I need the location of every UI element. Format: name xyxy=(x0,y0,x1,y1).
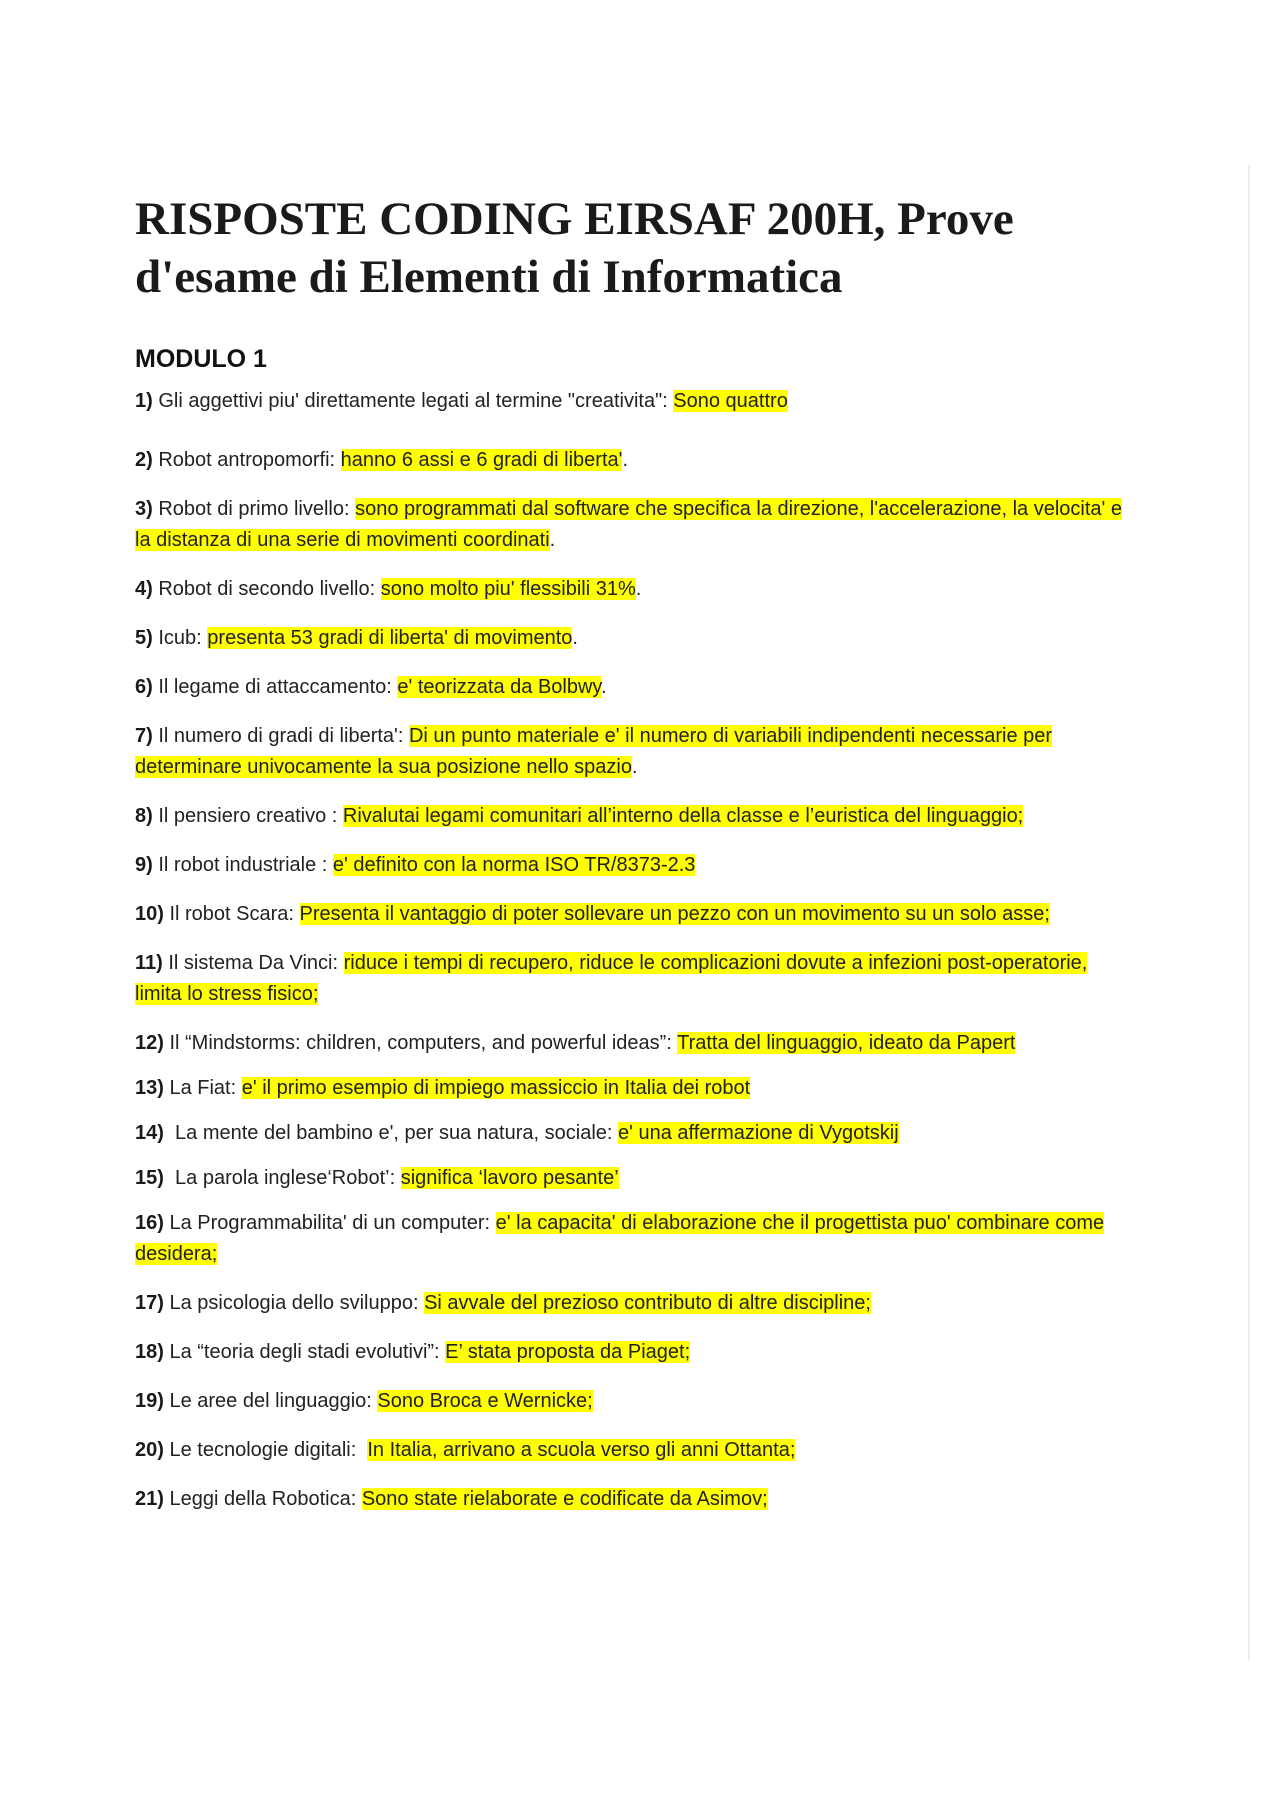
question-number: 13) xyxy=(135,1077,164,1099)
highlighted-answer: Presenta il vantaggio di poter sollevare un pezzo con un movimento su un solo asse; xyxy=(299,903,1050,925)
question-number: 17) xyxy=(135,1292,164,1314)
question-text: La psicologia dello sviluppo: xyxy=(163,1292,425,1314)
answer-tail: . xyxy=(600,676,607,698)
module-heading: MODULO 1 xyxy=(135,345,267,373)
qa-item xyxy=(135,1073,1135,1104)
question-number: 2) xyxy=(135,449,153,471)
document-title: RISPOSTE CODING EIRSAF 200H, Prove d'esame di Elementi di Informatica xyxy=(135,193,1014,303)
answer-tail: . xyxy=(622,449,629,471)
question-answer-list xyxy=(135,386,1145,1515)
highlighted-answer: presenta 53 gradi di liberta' di movimento xyxy=(207,627,573,649)
question-text: La Fiat: xyxy=(163,1077,242,1099)
question-number: 4) xyxy=(135,578,153,600)
question-text: Il sistema Da Vinci: xyxy=(162,952,344,974)
question-number: 8) xyxy=(135,805,153,827)
question-number: 10) xyxy=(135,903,164,925)
question-number: 9) xyxy=(135,854,153,876)
question-text: La “teoria degli stadi evolutivi”: xyxy=(163,1341,446,1363)
question-number: 12) xyxy=(135,1032,164,1054)
highlighted-answer: Tratta del linguaggio, ideato da Papert xyxy=(677,1032,1016,1054)
qa-item xyxy=(135,1386,1135,1417)
highlighted-answer: e' una affermazione di Vygotskij xyxy=(618,1122,899,1144)
question-number: 3) xyxy=(135,498,153,520)
question-text: Il pensiero creativo : xyxy=(152,805,343,827)
question-text: Il legame di attaccamento: xyxy=(152,676,398,698)
question-text: Il “Mindstorms: children, computers, and powerful ideas”: xyxy=(163,1032,678,1054)
highlighted-answer: Di un punto materiale e' il numero di variabili indipendenti necessarie per determinare univocamente la sua posizione nello spazio xyxy=(135,725,1053,778)
answer-tail: . xyxy=(631,756,638,778)
question-text: Robot antropomorfi: xyxy=(152,449,341,471)
qa-item xyxy=(135,1208,1135,1270)
question-text: Robot di primo livello: xyxy=(152,498,356,520)
question-number: 20) xyxy=(135,1439,164,1461)
question-number: 21) xyxy=(135,1488,164,1510)
document-page xyxy=(135,190,1145,1533)
question-text: Robot di secondo livello: xyxy=(152,578,381,600)
qa-item xyxy=(135,948,1135,1010)
qa-item xyxy=(135,1163,1135,1194)
qa-item xyxy=(135,721,1135,783)
highlighted-answer: Sono quattro xyxy=(673,390,788,412)
question-text: La parola inglese‘Robot’: xyxy=(163,1167,401,1189)
question-number: 11) xyxy=(135,952,163,974)
question-text: Icub: xyxy=(152,627,208,649)
question-text: La Programmabilita' di un computer: xyxy=(163,1212,496,1234)
qa-item xyxy=(135,1337,1135,1368)
qa-item xyxy=(135,672,1135,703)
highlighted-answer: e' teorizzata da Bolbwy xyxy=(397,676,601,698)
answer-tail: . xyxy=(549,529,556,551)
question-text: La mente del bambino e', per sua natura, sociale: xyxy=(163,1122,618,1144)
qa-item xyxy=(135,445,1135,476)
question-number: 6) xyxy=(135,676,153,698)
highlighted-answer: Rivalutai legami comunitari all’interno della classe e l’euristica del linguaggio; xyxy=(342,805,1024,827)
qa-item xyxy=(135,1028,1135,1059)
question-number: 19) xyxy=(135,1390,164,1412)
highlighted-answer: Sono state rielaborate e codificate da Asimov; xyxy=(361,1488,768,1510)
highlighted-answer: e' definito con la norma ISO TR/8373-2.3 xyxy=(332,854,696,876)
question-number: 14) xyxy=(135,1122,164,1144)
question-text: Le tecnologie digitali: xyxy=(163,1439,368,1461)
highlighted-answer: In Italia, arrivano a scuola verso gli anni Ottanta; xyxy=(367,1439,796,1461)
qa-item xyxy=(135,386,1135,417)
highlighted-answer: significa ‘lavoro pesante’ xyxy=(400,1167,619,1189)
question-number: 16) xyxy=(135,1212,164,1234)
page-edge-line xyxy=(1248,165,1250,1660)
qa-item xyxy=(135,899,1135,930)
highlighted-answer: e' il primo esempio di impiego massiccio in Italia dei robot xyxy=(241,1077,751,1099)
answer-tail: . xyxy=(635,578,642,600)
qa-item xyxy=(135,494,1135,556)
question-number: 15) xyxy=(135,1167,164,1189)
highlighted-answer: E’ stata proposta da Piaget; xyxy=(445,1341,691,1363)
highlighted-answer: riduce i tempi di recupero, riduce le complicazioni dovute a infezioni post-operatorie, limita lo stress fisico; xyxy=(135,952,1088,1005)
qa-item xyxy=(135,801,1135,832)
qa-item xyxy=(135,850,1135,881)
question-text: Leggi della Robotica: xyxy=(163,1488,362,1510)
question-number: 1) xyxy=(135,390,153,412)
question-text: Il robot Scara: xyxy=(163,903,300,925)
highlighted-answer: Si avvale del prezioso contributo di altre discipline; xyxy=(424,1292,871,1314)
qa-item xyxy=(135,1118,1135,1149)
qa-item xyxy=(135,574,1135,605)
question-text: Le aree del linguaggio: xyxy=(163,1390,378,1412)
highlighted-answer: sono programmati dal software che specifica la direzione, l'accelerazione, la velocita' e la distanza di una serie di movimenti coordinati xyxy=(135,498,1123,551)
question-number: 18) xyxy=(135,1341,164,1363)
qa-item xyxy=(135,1484,1135,1515)
highlighted-answer: hanno 6 assi e 6 gradi di liberta' xyxy=(340,449,623,471)
question-number: 5) xyxy=(135,627,153,649)
question-text: Il numero di gradi di liberta': xyxy=(152,725,409,747)
highlighted-answer: Sono Broca e Wernicke; xyxy=(377,1390,593,1412)
question-text: Il robot industriale : xyxy=(152,854,333,876)
qa-item xyxy=(135,1435,1135,1466)
qa-item xyxy=(135,1288,1135,1319)
question-number: 7) xyxy=(135,725,153,747)
highlighted-answer: e' la capacita' di elaborazione che il progettista puo' combinare come desidera; xyxy=(135,1212,1105,1265)
question-text: Gli aggettivi piu' direttamente legati al termine "creativita": xyxy=(152,390,674,412)
highlighted-answer: sono molto piu' flessibili 31% xyxy=(380,578,636,600)
qa-item xyxy=(135,623,1135,654)
answer-tail: . xyxy=(572,627,578,649)
